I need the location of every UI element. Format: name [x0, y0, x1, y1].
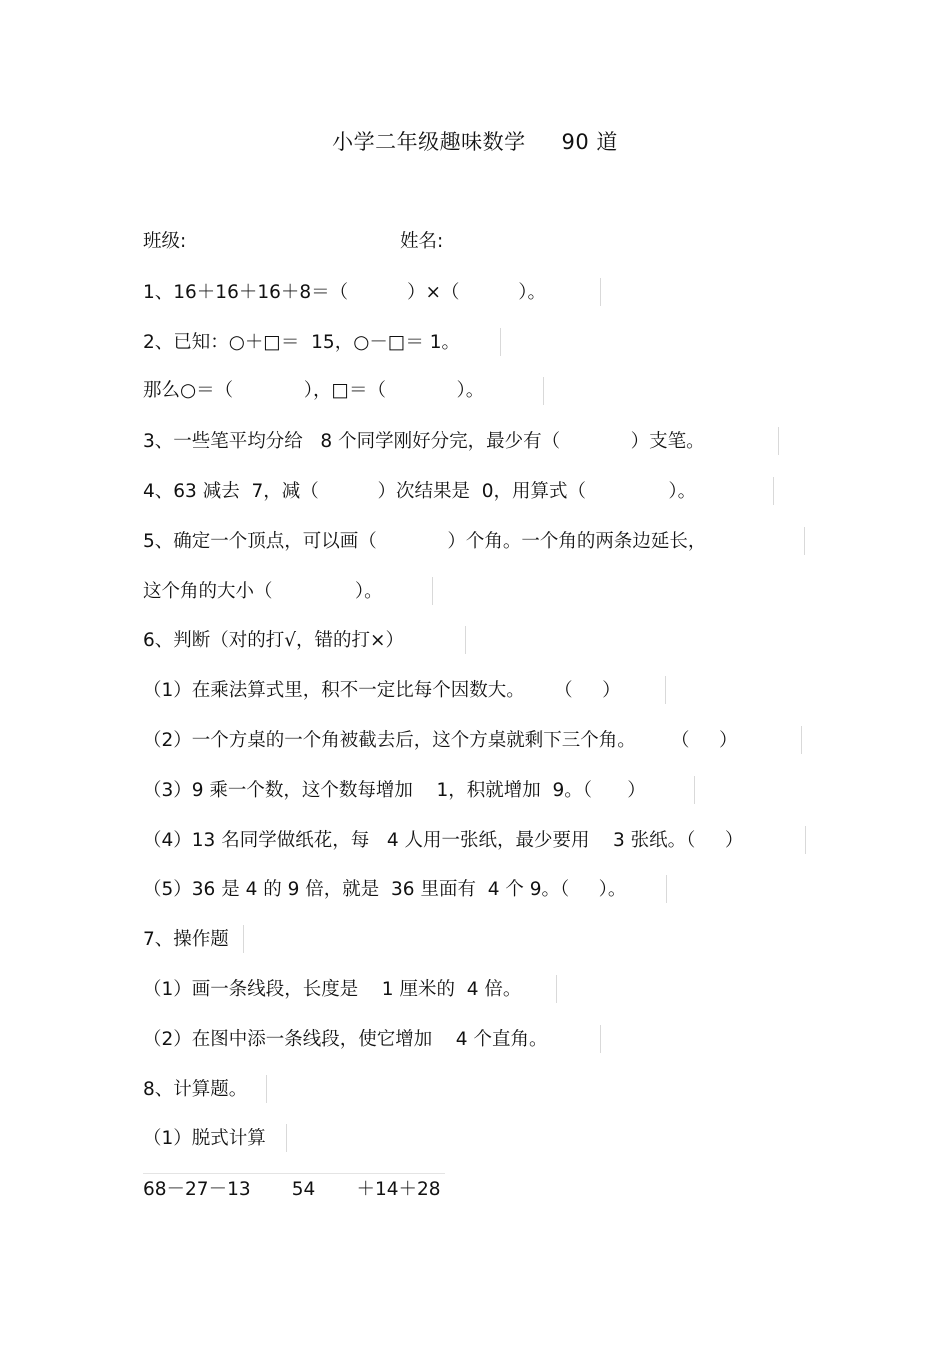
line-separator: [805, 826, 806, 854]
class-label: 班级:: [143, 231, 187, 252]
line-separator: [286, 1124, 287, 1152]
judgement-2: （2）一个方桌的一个角被截去后，这个方桌就剩下三个角。 （ ）: [143, 730, 738, 751]
line-separator: [500, 328, 501, 356]
line-separator: [266, 1075, 267, 1103]
question-6: 6、判断（对的打√，错的打×）: [143, 630, 405, 651]
line-separator: [543, 377, 544, 405]
question-7: 7、操作题: [143, 929, 229, 950]
line-separator: [432, 577, 433, 605]
top-rule: [143, 1173, 445, 1174]
question-1: 1、16＋16＋16＋8＝（ ）×（ ）。: [143, 282, 547, 303]
line-separator: [666, 875, 667, 903]
calculation-expression: 68－27－13 54 ＋14＋28: [143, 1179, 441, 1200]
line-separator: [465, 626, 466, 654]
line-separator: [778, 427, 779, 455]
line-separator: [556, 975, 557, 1003]
line-separator: [773, 477, 774, 505]
calculation-heading: （1）脱式计算: [143, 1128, 266, 1149]
question-2-continued: 那么○＝（ ），□＝（ ）。: [143, 380, 485, 401]
question-5-continued: 这个角的大小（ ）。: [143, 581, 383, 602]
question-5: 5、确定一个顶点，可以画（ ）个角。一个角的两条边延长，: [143, 531, 707, 552]
judgement-3: （3）9 乘一个数，这个数每增加 1，积就增加 9。（ ）: [143, 780, 646, 801]
line-separator: [600, 278, 601, 306]
line-separator: [665, 676, 666, 704]
question-4: 4、63 减去 7，减（ ）次结果是 0，用算式（ ）。: [143, 481, 697, 502]
judgement-4: （4）13 名同学做纸花，每 4 人用一张纸，最少要用 3 张纸。（ ）: [143, 830, 744, 851]
document-title: 小学二年级趣味数学 90 道: [332, 130, 618, 154]
judgement-5: （5）36 是 4 的 9 倍，就是 36 里面有 4 个 9。（ ）。: [143, 879, 627, 900]
line-separator: [600, 1025, 601, 1053]
line-separator: [804, 527, 805, 555]
question-2: 2、已知：○＋□＝ 15，○－□＝ 1。: [143, 332, 460, 353]
operation-2: （2）在图中添一条线段，使它增加 4 个直角。: [143, 1029, 548, 1050]
question-8: 8、计算题。: [143, 1079, 248, 1100]
operation-1: （1）画一条线段，长度是 1 厘米的 4 倍。: [143, 979, 522, 1000]
line-separator: [243, 925, 244, 953]
line-separator: [801, 726, 802, 754]
judgement-1: （1）在乘法算式里，积不一定比每个因数大。 （ ）: [143, 680, 621, 701]
question-3: 3、一些笔平均分给 8 个同学刚好分完，最少有（ ）支笔。: [143, 431, 705, 452]
line-separator: [694, 776, 695, 804]
name-label: 姓名:: [400, 231, 444, 252]
